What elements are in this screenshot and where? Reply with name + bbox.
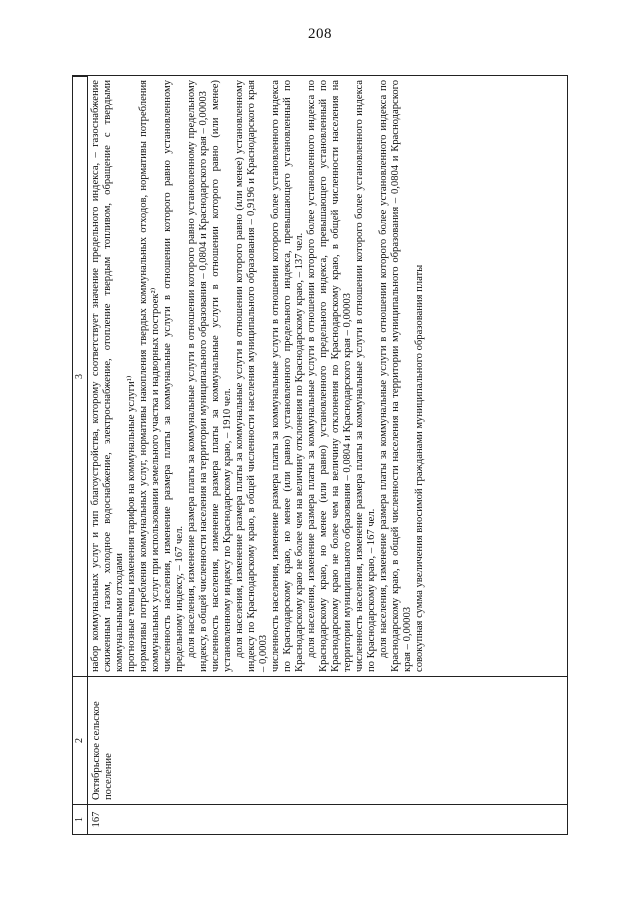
- paragraph-consumption-norms: нормативы потребления коммунальных услуг, нормативы накопления твердых коммунальных отходов, нормативы потребления коммунальных услуг при использовании земельного участка и надворных построек²⁾: [138, 80, 161, 672]
- column-header-1: 1: [73, 804, 88, 834]
- paragraph-tariff-rates: прогнозные темпы изменения тарифов на коммунальные услуги¹⁾: [126, 375, 137, 672]
- settlement-name: Октябрьское сельское поселение: [88, 676, 567, 804]
- paragraph-population-between: численность населения, изменение размера платы за коммунальные услуги в отношении которого более установленного индекса по Краснодарскому краю, но менее (или равно) установленного предельного индекса, превышающего установленный по Краснодарскому краю не более чем на величину отклонения по Краснодарскому краю, – 137 чел.: [270, 80, 305, 672]
- paragraph-share-above: доля населения, изменение размера платы за коммунальные услуги в отношении которого более установленного индекса по Краснодарскому краю, в общей численности населения на территории муниципального образования – 0,0804 и Краснодарского края – 0,00003: [378, 80, 413, 672]
- paragraph-share-equal: доля населения, изменение размера платы за коммунальные услуги в отношении которого равно установленному предельному индексу, в общей численности населения на территории муниципального образования – 0,0804 и Краснодарского края – 0,00003: [186, 80, 209, 672]
- indicator-text: [88, 76, 567, 676]
- data-table: [72, 75, 568, 835]
- paragraph-population-equal: численность населения, изменение размера платы за коммунальные услуги в отношении которого равно установленному предельному индексу, – 167 чел.: [162, 80, 185, 672]
- paragraph-population-below: численность населения, изменение размера платы за коммунальные услуги в отношении которого равно (или менее) установленному индексу по Краснодарскому краю, – 1910 чел.: [210, 80, 233, 672]
- paragraph-population-above: численность населения, изменение размера платы за коммунальные услуги в отношении которого более установленного индекса по Краснодарскому краю, – 167 чел.: [354, 80, 377, 672]
- paragraph-share-below: доля населения, изменение размера платы за коммунальные услуги в отношении которого равно (или менее) установленному индексу по Краснодарскому краю, в общей численности населения муниципального образования – 0,9196 и Краснодарского края – 0,0003: [234, 80, 269, 672]
- row-number: 167: [88, 804, 567, 834]
- paragraph-utilities-set: набор коммунальных услуг и тип благоустройства, которому соответствует значение предельного индекса, – газоснабжение сжиженным газом, холодное водоснабжение, электроснабжение, отопление твердым топливом, обращение с твердыми коммунальными отходами: [90, 80, 125, 672]
- column-header-3: 3: [73, 76, 88, 676]
- paragraph-share-between: доля населения, изменение размера платы за коммунальные услуги в отношении которого более установленного индекса по Краснодарскому краю, но менее (или равно) установленного предельного индекса, превышающего установленный по Краснодарскому краю не более чем на величину отклонения по Краснодарскому краю, в общей численности населения на территории муниципального образования – 0,0804 и Краснодарского края – 0,00003: [306, 80, 353, 672]
- column-header-2: 2: [73, 676, 88, 804]
- paragraph-total-increase: совокупная сумма увеличения вносимой гражданами муниципального образования платы: [414, 264, 425, 672]
- page-number: 208: [308, 26, 332, 42]
